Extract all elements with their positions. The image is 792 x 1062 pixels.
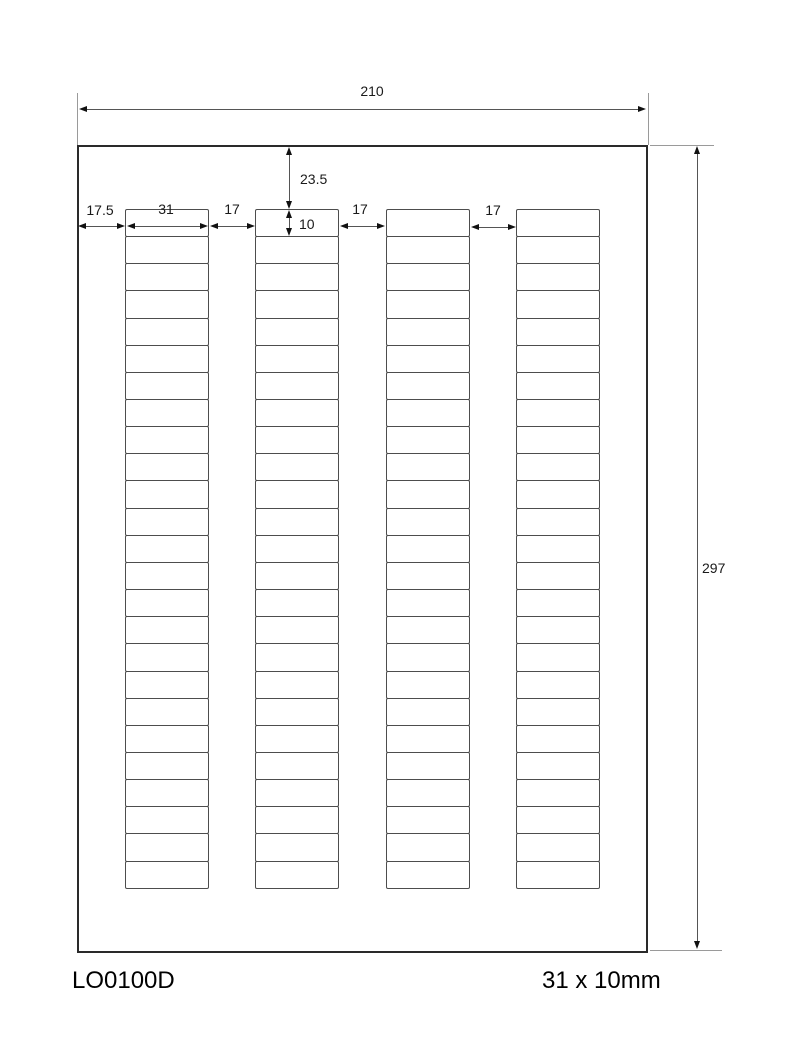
label-cell [386, 426, 470, 454]
column-gap-dimension-line [217, 226, 248, 227]
label-cell [386, 806, 470, 834]
label-cell [516, 209, 600, 237]
sheet-width-dimension-line [86, 109, 639, 110]
label-cell [386, 508, 470, 536]
label-cell [516, 263, 600, 291]
label-cell [125, 589, 209, 617]
label-cell [255, 480, 339, 508]
label-cell [125, 861, 209, 889]
label-cell [386, 671, 470, 699]
label-cell [386, 236, 470, 264]
label-cell [386, 399, 470, 427]
label-cell [386, 480, 470, 508]
label-cell [386, 318, 470, 346]
label-cell [255, 752, 339, 780]
top-margin-dimension-label: 23.5 [300, 171, 328, 187]
label-cell [386, 372, 470, 400]
label-cell [516, 480, 600, 508]
label-height-dimension-label: 10 [299, 216, 315, 232]
label-cell [125, 725, 209, 753]
label-cell [255, 671, 339, 699]
label-cell [255, 372, 339, 400]
column-gap-dimension-label: 17 [224, 201, 240, 217]
label-cell [125, 508, 209, 536]
label-cell [255, 453, 339, 481]
label-cell [386, 698, 470, 726]
label-cell [386, 290, 470, 318]
arrowhead-right-icon [508, 224, 516, 230]
label-cell [516, 643, 600, 671]
label-cell [386, 779, 470, 807]
product-code-label: LO0100D [72, 967, 175, 994]
label-cell [386, 263, 470, 291]
label-cell [125, 671, 209, 699]
label-cell [516, 806, 600, 834]
label-cell [386, 209, 470, 237]
label-cell [125, 562, 209, 590]
label-width-dimension-line [134, 226, 201, 227]
arrowhead-down-icon [694, 941, 700, 949]
left-margin-dimension-line [85, 226, 118, 227]
label-cell [255, 725, 339, 753]
label-cell [255, 263, 339, 291]
label-cell [125, 779, 209, 807]
label-size-label: 31 x 10mm [542, 967, 661, 994]
label-cell [255, 290, 339, 318]
label-cell [125, 806, 209, 834]
label-cell [516, 345, 600, 373]
arrowhead-right-icon [200, 223, 208, 229]
label-cell [516, 399, 600, 427]
label-cell [386, 535, 470, 563]
label-cell [125, 399, 209, 427]
label-cell [516, 372, 600, 400]
label-cell [516, 508, 600, 536]
label-cell [255, 833, 339, 861]
label-cell [516, 671, 600, 699]
label-column [125, 209, 209, 889]
arrowhead-left-icon [78, 223, 86, 229]
column-gap-dimension-line [347, 226, 378, 227]
label-cell [255, 209, 339, 237]
label-cell [255, 616, 339, 644]
label-cell [125, 263, 209, 291]
arrowhead-left-icon [471, 224, 479, 230]
label-cell [125, 426, 209, 454]
label-cell [386, 616, 470, 644]
label-column [386, 209, 470, 889]
label-cell [516, 535, 600, 563]
label-cell [255, 861, 339, 889]
label-cell [386, 752, 470, 780]
arrowhead-left-icon [127, 223, 135, 229]
sheet-height-extension-top [650, 145, 714, 146]
label-cell [255, 779, 339, 807]
label-width-dimension-label: 31 [158, 201, 174, 217]
label-cell [516, 752, 600, 780]
sheet-height-dimension-label: 297 [702, 560, 726, 576]
top-margin-dimension-line [289, 153, 290, 203]
label-cell [125, 290, 209, 318]
label-cell [255, 535, 339, 563]
label-cell [125, 453, 209, 481]
sheet-height-extension-bottom [650, 950, 722, 951]
label-cell [125, 345, 209, 373]
arrowhead-down-icon [286, 228, 292, 236]
label-cell [516, 562, 600, 590]
label-cell [255, 399, 339, 427]
label-cell [516, 833, 600, 861]
label-cell [255, 643, 339, 671]
label-cell [125, 318, 209, 346]
label-column [516, 209, 600, 889]
arrowhead-left-icon [210, 223, 218, 229]
arrowhead-right-icon [247, 223, 255, 229]
sheet-height-dimension-line [697, 153, 698, 942]
label-cell [386, 589, 470, 617]
arrowhead-right-icon [117, 223, 125, 229]
arrowhead-right-icon [638, 106, 646, 112]
arrowhead-up-icon [694, 146, 700, 154]
label-cell [125, 833, 209, 861]
label-cell [516, 698, 600, 726]
label-cell [255, 698, 339, 726]
sheet-width-dimension-label: 210 [360, 83, 384, 99]
label-cell [125, 480, 209, 508]
label-cell [255, 589, 339, 617]
label-cell [386, 643, 470, 671]
sheet-width-extension-right [648, 93, 649, 145]
label-cell [255, 806, 339, 834]
label-cell [386, 833, 470, 861]
label-column [255, 209, 339, 889]
arrowhead-left-icon [340, 223, 348, 229]
label-cell [516, 589, 600, 617]
label-cell [255, 345, 339, 373]
label-cell [516, 453, 600, 481]
arrowhead-up-icon [286, 210, 292, 218]
label-cell [255, 508, 339, 536]
sheet-width-extension-left [77, 93, 78, 145]
label-cell [516, 725, 600, 753]
label-cell [516, 861, 600, 889]
label-cell [516, 616, 600, 644]
left-margin-dimension-label: 17.5 [86, 202, 114, 218]
label-cell [125, 643, 209, 671]
column-gap-dimension-label: 17 [485, 202, 501, 218]
label-cell [516, 236, 600, 264]
label-cell [255, 562, 339, 590]
label-cell [386, 861, 470, 889]
column-gap-dimension-label: 17 [352, 201, 368, 217]
label-cell [516, 318, 600, 346]
label-cell [255, 426, 339, 454]
label-cell [386, 453, 470, 481]
column-gap-dimension-line [478, 227, 509, 228]
label-cell [125, 372, 209, 400]
label-cell [386, 345, 470, 373]
label-cell [125, 752, 209, 780]
label-cell [516, 426, 600, 454]
label-cell [255, 318, 339, 346]
label-cell [386, 725, 470, 753]
arrowhead-up-icon [286, 147, 292, 155]
arrowhead-left-icon [79, 106, 87, 112]
arrowhead-down-icon [286, 201, 292, 209]
label-cell [125, 535, 209, 563]
label-cell [516, 779, 600, 807]
label-cell [255, 236, 339, 264]
arrowhead-right-icon [377, 223, 385, 229]
label-cell [516, 290, 600, 318]
label-cell [125, 236, 209, 264]
label-cell [125, 698, 209, 726]
label-cell [386, 562, 470, 590]
label-cell [125, 616, 209, 644]
